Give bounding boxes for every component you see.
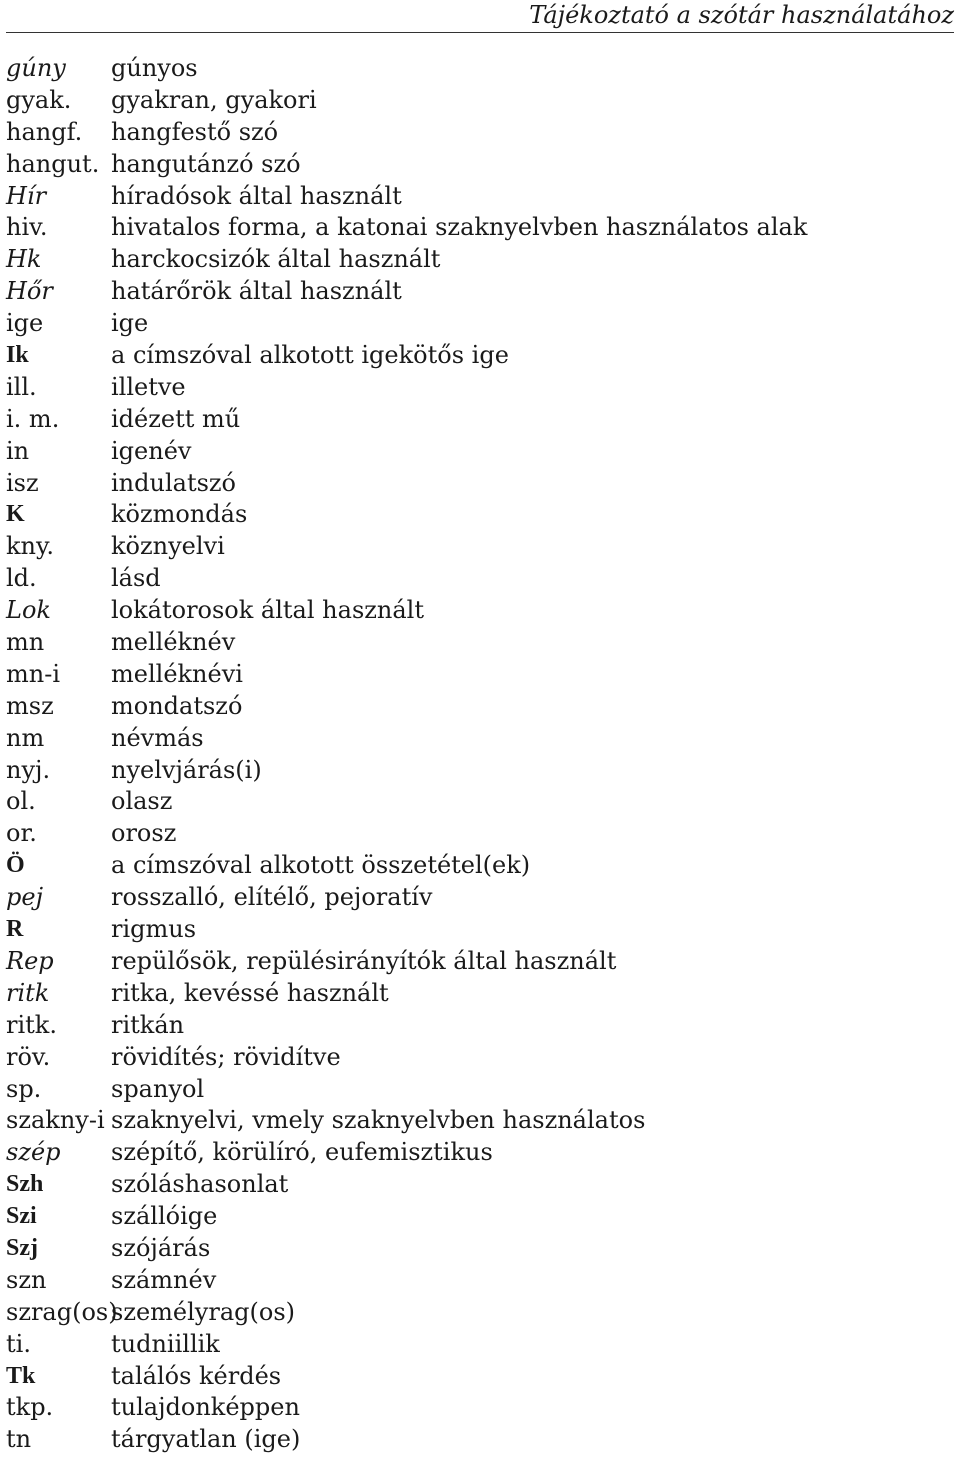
- abbreviation-row: [6, 1265, 946, 1297]
- abbreviation-term: ritk.: [6, 1010, 57, 1039]
- abbreviation-row: [6, 436, 946, 468]
- abbreviation-term: ld.: [6, 564, 37, 593]
- abbreviation-meaning: orosz: [111, 819, 177, 848]
- abbreviation-meaning: rövidítés; rövidítve: [111, 1042, 341, 1071]
- abbreviation-term: i. m.: [6, 404, 60, 433]
- page-header-title: Tájékoztató a szótár használatához: [529, 1, 954, 29]
- abbreviation-row: [6, 627, 946, 659]
- abbreviation-term: mn-i: [6, 659, 60, 688]
- abbreviation-meaning: hangfestő szó: [111, 117, 279, 146]
- abbreviation-meaning: szállóige: [111, 1202, 218, 1231]
- abbreviation-meaning: indulatszó: [111, 468, 236, 497]
- abbreviation-meaning: lokátorosok által használt: [111, 596, 424, 625]
- abbreviation-term: R: [6, 916, 24, 943]
- abbreviation-row: [6, 1201, 946, 1233]
- abbreviation-term: mn: [6, 628, 45, 657]
- abbreviation-meaning: tudniillik: [111, 1329, 220, 1358]
- abbreviation-term: szép: [6, 1138, 61, 1167]
- abbreviation-term: szakny-i: [6, 1106, 105, 1135]
- abbreviation-meaning: rigmus: [111, 915, 197, 944]
- abbreviation-meaning: nyelvjárás(i): [111, 755, 262, 784]
- abbreviation-meaning: spanyol: [111, 1074, 205, 1103]
- abbreviation-term: Hk: [6, 245, 42, 274]
- abbreviation-row: [6, 404, 946, 436]
- abbreviation-row: [6, 1361, 946, 1393]
- abbreviation-row: [6, 755, 946, 787]
- abbreviation-row: [6, 946, 946, 978]
- abbreviation-row: [6, 1329, 946, 1361]
- abbreviation-row: [6, 340, 946, 372]
- abbreviation-row: [6, 244, 946, 276]
- abbreviation-term: nyj.: [6, 755, 51, 784]
- abbreviation-term: hangut.: [6, 149, 100, 178]
- abbreviation-row: [6, 212, 946, 244]
- abbreviation-term: msz: [6, 691, 54, 720]
- abbreviation-meaning: hangutánzó szó: [111, 149, 301, 178]
- abbreviation-row: [6, 181, 946, 213]
- abbreviation-term: Tk: [6, 1362, 36, 1389]
- abbreviation-row: [6, 468, 946, 500]
- abbreviation-row: [6, 1137, 946, 1169]
- abbreviation-meaning: személyrag(os): [111, 1297, 295, 1326]
- abbreviation-term: gúny: [6, 54, 66, 82]
- abbreviation-term: ti.: [6, 1329, 31, 1358]
- abbreviation-meaning: harckocsizók által használt: [111, 245, 441, 274]
- abbreviation-meaning: szójárás: [111, 1233, 211, 1262]
- abbreviation-term: ill.: [6, 372, 37, 401]
- abbreviation-meaning: tulajdonképpen: [111, 1393, 300, 1422]
- abbreviation-term: K: [6, 501, 25, 528]
- abbreviation-row: [6, 372, 946, 404]
- abbreviation-row: [6, 723, 946, 755]
- abbreviation-meaning: közmondás: [111, 500, 248, 529]
- abbreviation-meaning: határőrök által használt: [111, 277, 402, 306]
- abbreviation-meaning: hivatalos forma, a katonai szaknyelvben használatos alak: [111, 213, 808, 242]
- abbreviation-row: [6, 1105, 946, 1137]
- abbreviation-term: Ik: [6, 342, 29, 369]
- abbreviation-meaning: igenév: [111, 436, 192, 465]
- abbreviation-term: Lok: [6, 596, 51, 625]
- abbreviation-meaning: a címszóval alkotott összetétel(ek): [111, 851, 531, 880]
- abbreviation-meaning: szépítő, körülíró, eufemisztikus: [111, 1138, 493, 1167]
- abbreviation-term: hangf.: [6, 117, 83, 146]
- abbreviation-meaning: ritkán: [111, 1010, 185, 1039]
- abbreviation-term: Szj: [6, 1234, 38, 1261]
- abbreviation-meaning: gyakran, gyakori: [111, 85, 317, 114]
- abbreviation-term: szrag(os): [6, 1297, 118, 1326]
- abbreviation-term: in: [6, 436, 30, 465]
- abbreviation-row: [6, 691, 946, 723]
- abbreviation-row: [6, 149, 946, 181]
- abbreviation-row: [6, 978, 946, 1010]
- abbreviation-term: Hír: [6, 181, 47, 210]
- abbreviation-row: [6, 563, 946, 595]
- abbreviation-term: szn: [6, 1265, 47, 1294]
- abbreviation-meaning: szaknyelvi, vmely szaknyelvben használatos: [111, 1106, 646, 1135]
- abbreviation-term: Szh: [6, 1171, 44, 1198]
- abbreviation-row: [6, 85, 946, 117]
- header-rule: [6, 32, 954, 33]
- abbreviation-meaning: illetve: [111, 372, 186, 401]
- abbreviation-meaning: mondatszó: [111, 691, 243, 720]
- abbreviation-row: [6, 595, 946, 627]
- abbreviation-list: [6, 53, 946, 1456]
- abbreviation-term: or.: [6, 819, 37, 848]
- abbreviation-term: hiv.: [6, 213, 48, 242]
- abbreviation-row: [6, 786, 946, 818]
- abbreviation-meaning: a címszóval alkotott igekötős ige: [111, 341, 509, 370]
- abbreviation-meaning: tárgyatlan (ige): [111, 1425, 301, 1454]
- abbreviation-term: sp.: [6, 1074, 42, 1103]
- abbreviation-row: [6, 1010, 946, 1042]
- abbreviation-meaning: köznyelvi: [111, 532, 225, 561]
- abbreviation-term: ol.: [6, 787, 36, 816]
- abbreviation-meaning: ritka, kevéssé használt: [111, 978, 389, 1007]
- abbreviation-row: [6, 914, 946, 946]
- abbreviation-row: [6, 659, 946, 691]
- abbreviation-row: [6, 1042, 946, 1074]
- abbreviation-row: [6, 1424, 946, 1456]
- abbreviation-term: pej: [6, 883, 44, 912]
- abbreviation-meaning: repülősök, repülésirányítók által használt: [111, 946, 617, 975]
- abbreviation-meaning: találós kérdés: [111, 1361, 282, 1390]
- abbreviation-term: kny.: [6, 532, 54, 561]
- abbreviation-term: ritk: [6, 978, 50, 1007]
- abbreviation-term: nm: [6, 723, 45, 752]
- abbreviation-meaning: olasz: [111, 787, 173, 816]
- abbreviation-row: [6, 308, 946, 340]
- abbreviation-term: tn: [6, 1425, 32, 1454]
- abbreviation-row: [6, 1074, 946, 1106]
- abbreviation-meaning: idézett mű: [111, 404, 241, 433]
- abbreviation-meaning: ige: [111, 309, 149, 338]
- abbreviation-row: [6, 276, 946, 308]
- abbreviation-row: [6, 850, 946, 882]
- abbreviation-meaning: gúnyos: [111, 54, 198, 82]
- abbreviation-term: Szi: [6, 1203, 37, 1230]
- abbreviation-row: [6, 882, 946, 914]
- abbreviation-term: Rep: [6, 946, 54, 975]
- abbreviation-term: isz: [6, 468, 39, 497]
- abbreviation-meaning: számnév: [111, 1265, 217, 1294]
- abbreviation-meaning: melléknév: [111, 628, 236, 657]
- abbreviation-row: [6, 1169, 946, 1201]
- abbreviation-meaning: híradósok által használt: [111, 181, 402, 210]
- abbreviation-row: [6, 818, 946, 850]
- abbreviation-term: Ö: [6, 852, 25, 879]
- abbreviation-row: [6, 53, 946, 85]
- abbreviation-term: gyak.: [6, 85, 72, 114]
- abbreviation-meaning: névmás: [111, 723, 204, 752]
- abbreviation-term: tkp.: [6, 1393, 54, 1422]
- abbreviation-row: [6, 499, 946, 531]
- running-header: [0, 0, 960, 33]
- abbreviation-meaning: melléknévi: [111, 659, 243, 688]
- abbreviation-row: [6, 1297, 946, 1329]
- abbreviation-meaning: rosszalló, elítélő, pejoratív: [111, 883, 433, 912]
- abbreviation-meaning: szóláshasonlat: [111, 1170, 289, 1199]
- abbreviation-row: [6, 531, 946, 563]
- abbreviation-row: [6, 1392, 946, 1424]
- abbreviation-term: röv.: [6, 1042, 51, 1071]
- abbreviation-term: ige: [6, 309, 44, 338]
- abbreviation-term: Hőr: [6, 277, 53, 306]
- abbreviation-row: [6, 117, 946, 149]
- abbreviation-row: [6, 1233, 946, 1265]
- abbreviation-meaning: lásd: [111, 564, 161, 593]
